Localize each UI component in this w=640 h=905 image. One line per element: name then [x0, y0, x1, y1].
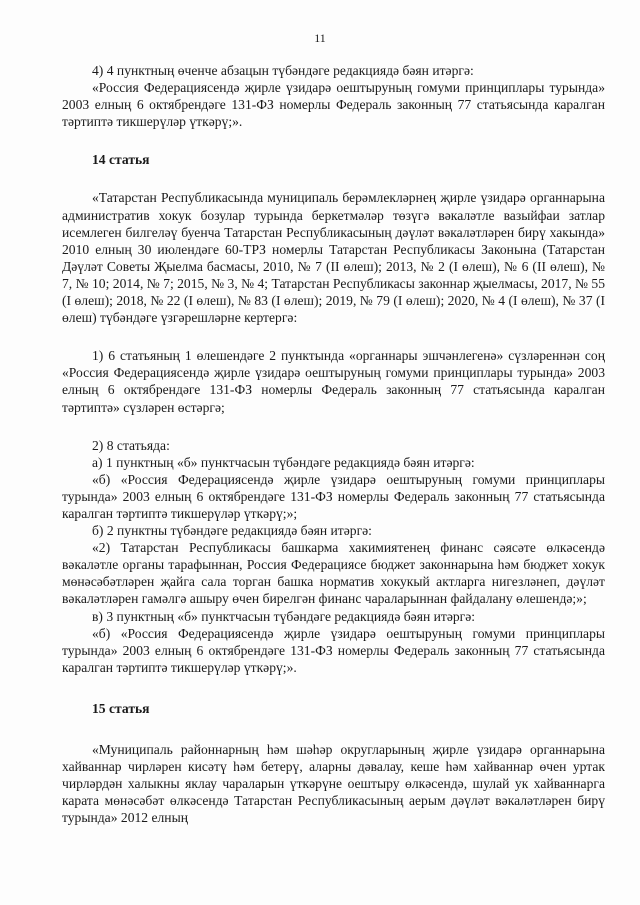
document-body	[62, 62, 605, 826]
paragraph-subitem-b: б) 2 пунктны түбәндәге редакциядә бәян итәргә:	[92, 523, 372, 539]
paragraph-amendment-4: 4) 4 пунктның өченче абзацын түбәндәге редакциядә бәян итәргә:	[92, 63, 474, 78]
paragraph-item-2: 2) 8 статьяда:	[92, 437, 170, 453]
paragraph-quote-a: «б) «Россия Федерациясендә җирле үзидарә оештыруның гомуми принциплары турында» 2003 елның 6 октябрендәге 131-ФЗ номерлы Федераль законның 77 статьясында каралган тәртиптә тикшерүләр үткәрү;»;	[62, 471, 605, 521]
paragraph-law-intro: «Татарстан Республикасында муниципаль берәмлекләрнең җирле үзидарә органнарына административ хокук бозулар турында беркетмәләр төзүгә вәкаләтле вазыйфаи затлар исемлеген билгеләү буенча Татарстан Республикасының дәүләт вәкаләтләрен бирү хакында» 2010 елның 30 июлендәге 60-ТРЗ номерлы Татарстан Республикасы Законына (Татарстан Дәүләт Советы Җыелма басмасы, 2010, № 7 (II өлеш); 2013, № 2 (I өлеш), № 6 (II өлеш), № 7, № 10; 2014, № 7; 2015, № 3, № 4; Татарстан Республикасы законнар җыелмасы, 2017, № 55 (I өлеш); 2018, № 22 (I өлеш), № 83 (I өлеш); 2019, № 79 (I өлеш); 2020, № 4 (I өлеш), № 37 (I өлеш) түбәндәге үзгәрешләрне кертергә:	[62, 190, 605, 326]
paragraph-quote-b: «2) Татарстан Республикасы башкарма хакимиятенең финанс сәясәте өлкәсендә вәкаләтле органы тарафыннан, Россия Федерациясе бюджет законнарына һәм бюджет хокук мөнәсәбәтләрен җайга сала торган башка норматив хокукый актларга нигезләнеп, дәүләт вәкаләтләрен гамәлгә ашыру өчен бирелгән финанс чараларыннан файдалану өлешендә;»;	[62, 540, 605, 607]
article-14-heading: 14 статья	[92, 152, 150, 168]
paragraph-quote-4: «Россия Федерациясендә җирле үзидарә оештыруның гомуми принциплары турында» 2003 елның 6 октябрендәге 131-ФЗ номерлы Федераль законның 77 статьясында каралган тәртиптә тикшерүләр үткәрү;».	[62, 80, 605, 130]
article-15-heading: 15 статья	[92, 700, 150, 716]
paragraph-subitem-a: а) 1 пунктның «б» пунктчасын түбәндәге редакциядә бәян итәргә:	[92, 454, 475, 470]
page-number: 11	[314, 31, 326, 45]
paragraph-item-1: 1) 6 статьяның 1 өлешендәге 2 пунктында «органнары эшчәнлегенә» сүзләреннән соң «Россия Федерациясендә җирле үзидарә оештыруның гомуми принциплары турында» 2003 елның 6 октябрендәге 131-ФЗ номерлы Федераль законның 77 статьясында каралган тәртиптә» сүзләрен өстәргә;	[62, 348, 605, 415]
paragraph-quote-v: «б) «Россия Федерациясендә җирле үзидарә оештыруның гомуми принциплары турында» 2003 елның 6 октябрендәге 131-ФЗ номерлы Федераль законның 77 статьясында каралган тәртиптә тикшерүләр үткәрү;».	[62, 625, 605, 675]
paragraph-subitem-v: в) 3 пунктның «б» пунктчасын түбәндәге редакциядә бәян итәргә:	[92, 608, 476, 624]
paragraph-article-15: «Муниципаль районнарның һәм шәһәр округларының җирле үзидарә органнарына хайваннар чирләрен кисәтү һәм бетерү, аларны дәвалау, кеше һәм хайваннар өчен уртак чирләрдән халыкны яклау чараларын үткәрүне оештыру өлкәсендә, шулай ук хайваннарга карата мөнәсәбәт өлкәсендә Татарстан Республикасының аерым дәүләт вәкаләтләрен бирү турында» 2012 елның	[62, 742, 605, 826]
